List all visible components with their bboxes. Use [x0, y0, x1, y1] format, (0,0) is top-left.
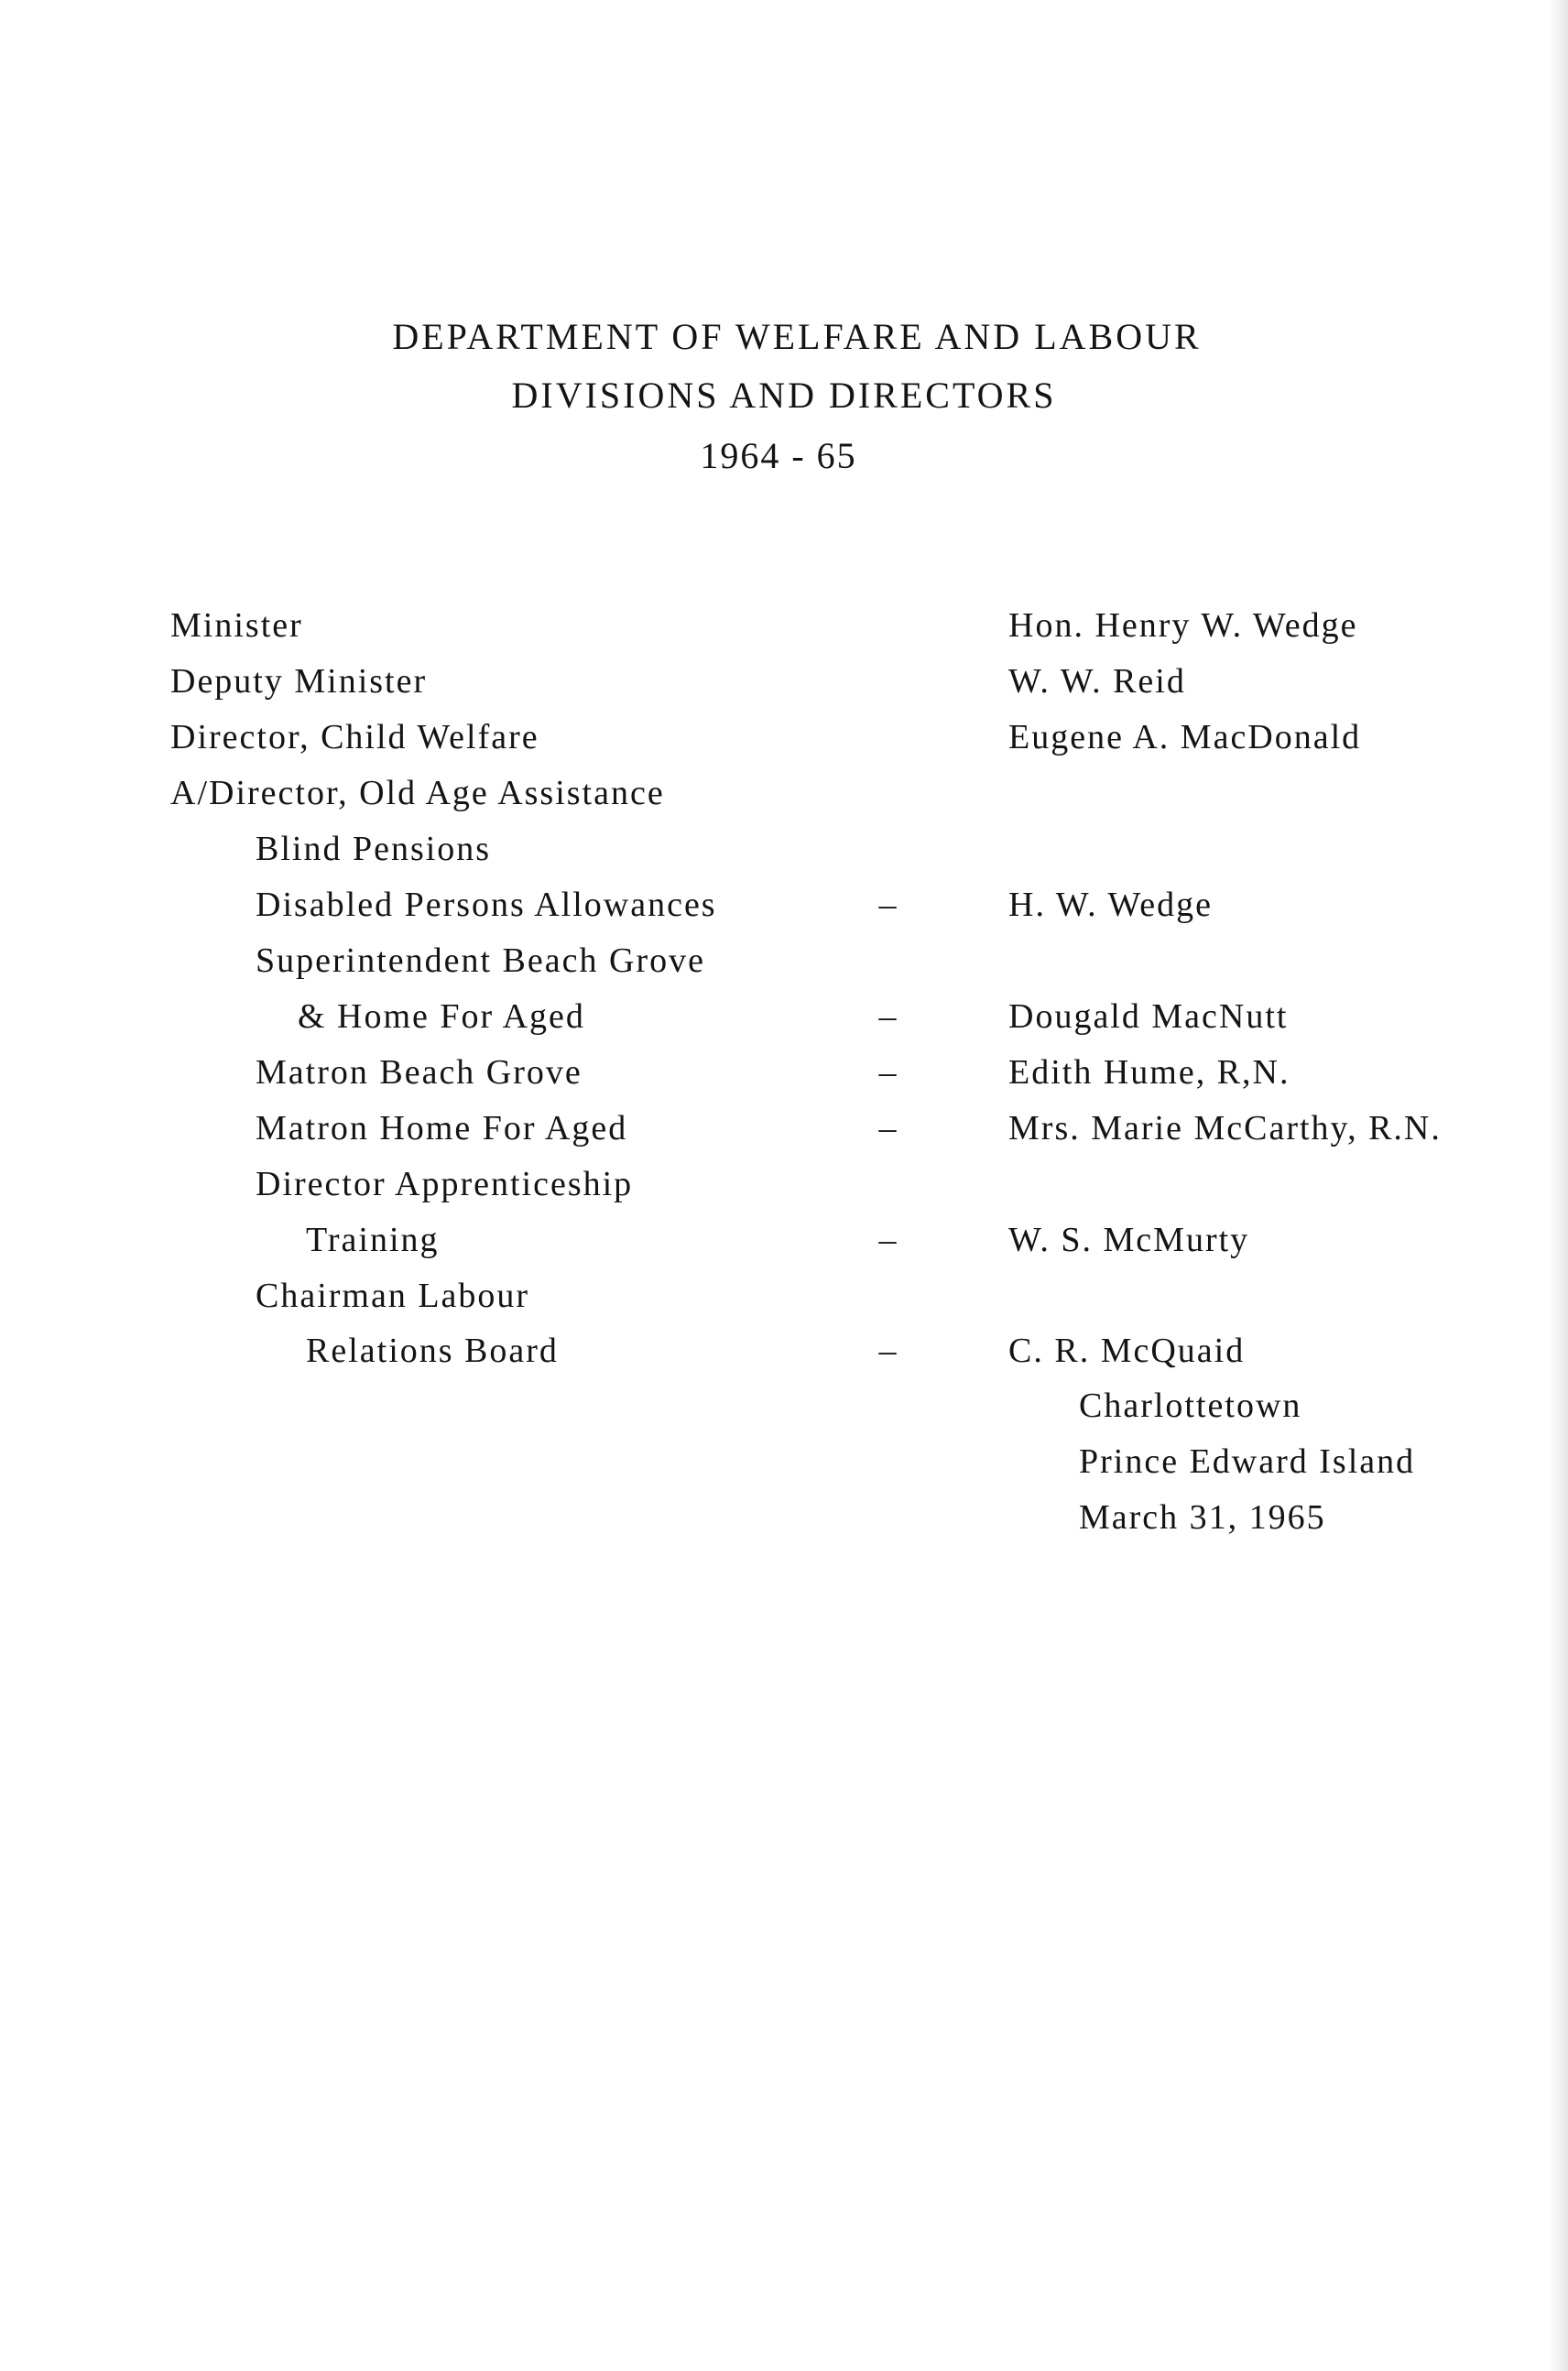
list-item [0, 943, 1568, 998]
signoff-date: March 31, 1965 [1079, 1498, 1326, 1537]
position-label: & Home For Aged [298, 997, 585, 1036]
officer-name: H. W. Wedge [1008, 886, 1214, 924]
dash-separator: – [878, 997, 898, 1036]
list-item [0, 1111, 1568, 1166]
list-item [0, 832, 1568, 886]
list-item [0, 1223, 1568, 1278]
position-label: Minister [170, 606, 303, 645]
list-item [0, 1333, 1568, 1388]
dash-separator: – [878, 886, 898, 924]
officer-name: W. S. McMurty [1008, 1221, 1250, 1259]
position-label: Chairman Labour [256, 1277, 530, 1315]
dash-separator: – [878, 1221, 898, 1259]
position-label: Training [306, 1221, 440, 1259]
position-label: Superintendent Beach Grove [256, 941, 705, 980]
position-label: Director, Child Welfare [170, 718, 539, 756]
position-label: Director Apprenticeship [256, 1165, 634, 1203]
list-item [0, 720, 1568, 775]
officer-name: Mrs. Marie McCarthy, R.N. [1008, 1109, 1442, 1147]
list-item [0, 999, 1568, 1054]
list-item [0, 776, 1568, 831]
officer-name: Eugene A. MacDonald [1008, 718, 1362, 756]
officer-name: W. W. Reid [1008, 662, 1186, 701]
position-label: A/Director, Old Age Assistance [170, 774, 665, 812]
list-item [0, 608, 1568, 663]
position-label: Matron Home For Aged [256, 1109, 628, 1147]
list-item [0, 664, 1568, 719]
position-label: Deputy Minister [170, 662, 428, 701]
signoff-province: Prince Edward Island [1079, 1442, 1416, 1481]
officer-name: C. R. McQuaid [1008, 1332, 1246, 1370]
officer-name: Dougald MacNutt [1008, 997, 1289, 1036]
officer-name: Hon. Henry W. Wedge [1008, 606, 1358, 645]
officer-name: Edith Hume, R,N. [1008, 1053, 1290, 1092]
signoff-city: Charlottetown [1079, 1387, 1302, 1425]
list-item [0, 1278, 1568, 1333]
list-item [0, 887, 1568, 942]
position-label: Disabled Persons Allowances [256, 886, 717, 924]
list-item [0, 1167, 1568, 1222]
list-item [0, 1055, 1568, 1110]
fiscal-year: 1964 - 65 [700, 435, 857, 476]
position-label: Blind Pensions [256, 830, 492, 868]
dash-separator: – [878, 1109, 898, 1147]
dash-separator: – [878, 1053, 898, 1092]
position-label: Matron Beach Grove [256, 1053, 583, 1092]
department-title: DEPARTMENT OF WELFARE AND LABOUR [392, 316, 1202, 357]
section-subtitle: DIVISIONS AND DIRECTORS [511, 375, 1057, 416]
position-label: Relations Board [306, 1332, 559, 1370]
dash-separator: – [878, 1332, 898, 1370]
